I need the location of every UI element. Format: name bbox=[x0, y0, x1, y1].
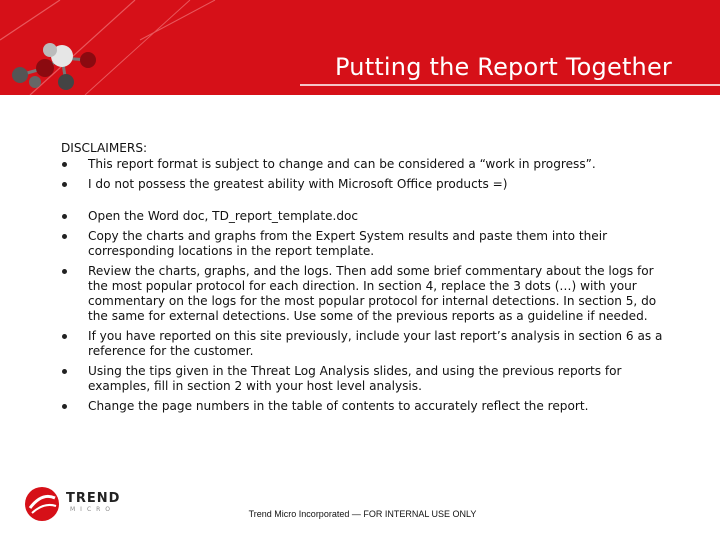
slide-footer: Trend Micro Incorporated — FOR INTERNAL USE ONLY bbox=[248, 509, 477, 519]
slide-header-band bbox=[0, 0, 720, 95]
steps-list bbox=[61, 209, 671, 414]
logo-subtext: MICRO bbox=[70, 506, 116, 513]
list-item: Change the page numbers in the table of contents to accurately reflect the report. bbox=[61, 399, 671, 414]
list-item: Using the tips given in the Threat Log Analysis slides, and using the previous reports for examples, fill in section 2 with your host level analysis. bbox=[61, 364, 671, 394]
slide-title: Putting the Report Together bbox=[335, 53, 672, 81]
list-item: This report format is subject to change and can be considered a “work in progress”. bbox=[61, 157, 671, 172]
logo-wordmark: TREND bbox=[66, 491, 121, 506]
disclaimer-list bbox=[61, 157, 671, 192]
list-item: Review the charts, graphs, and the logs. Then add some brief commentary about the logs for the most popular protocol for each direction. In section 4, replace the 3 dots (…) with your commentary on the logs for the most popular protocol for internal detections. In section 5, do the same for external detections. Use some of the previous reports as a guideline if needed. bbox=[61, 264, 671, 324]
list-item: If you have reported on this site previously, include your last report’s analysis in section 6 as a reference for the customer. bbox=[61, 329, 671, 359]
slide-body bbox=[61, 141, 671, 414]
list-item: Copy the charts and graphs from the Expert System results and paste them into their corresponding locations in the report template. bbox=[61, 229, 671, 259]
molecule-graphic bbox=[0, 30, 110, 95]
list-item: I do not possess the greatest ability with Microsoft Office products =) bbox=[61, 177, 671, 192]
list-item: Open the Word doc, TD_report_template.doc bbox=[61, 209, 671, 224]
disclaimer-heading: DISCLAIMERS: bbox=[61, 141, 148, 155]
